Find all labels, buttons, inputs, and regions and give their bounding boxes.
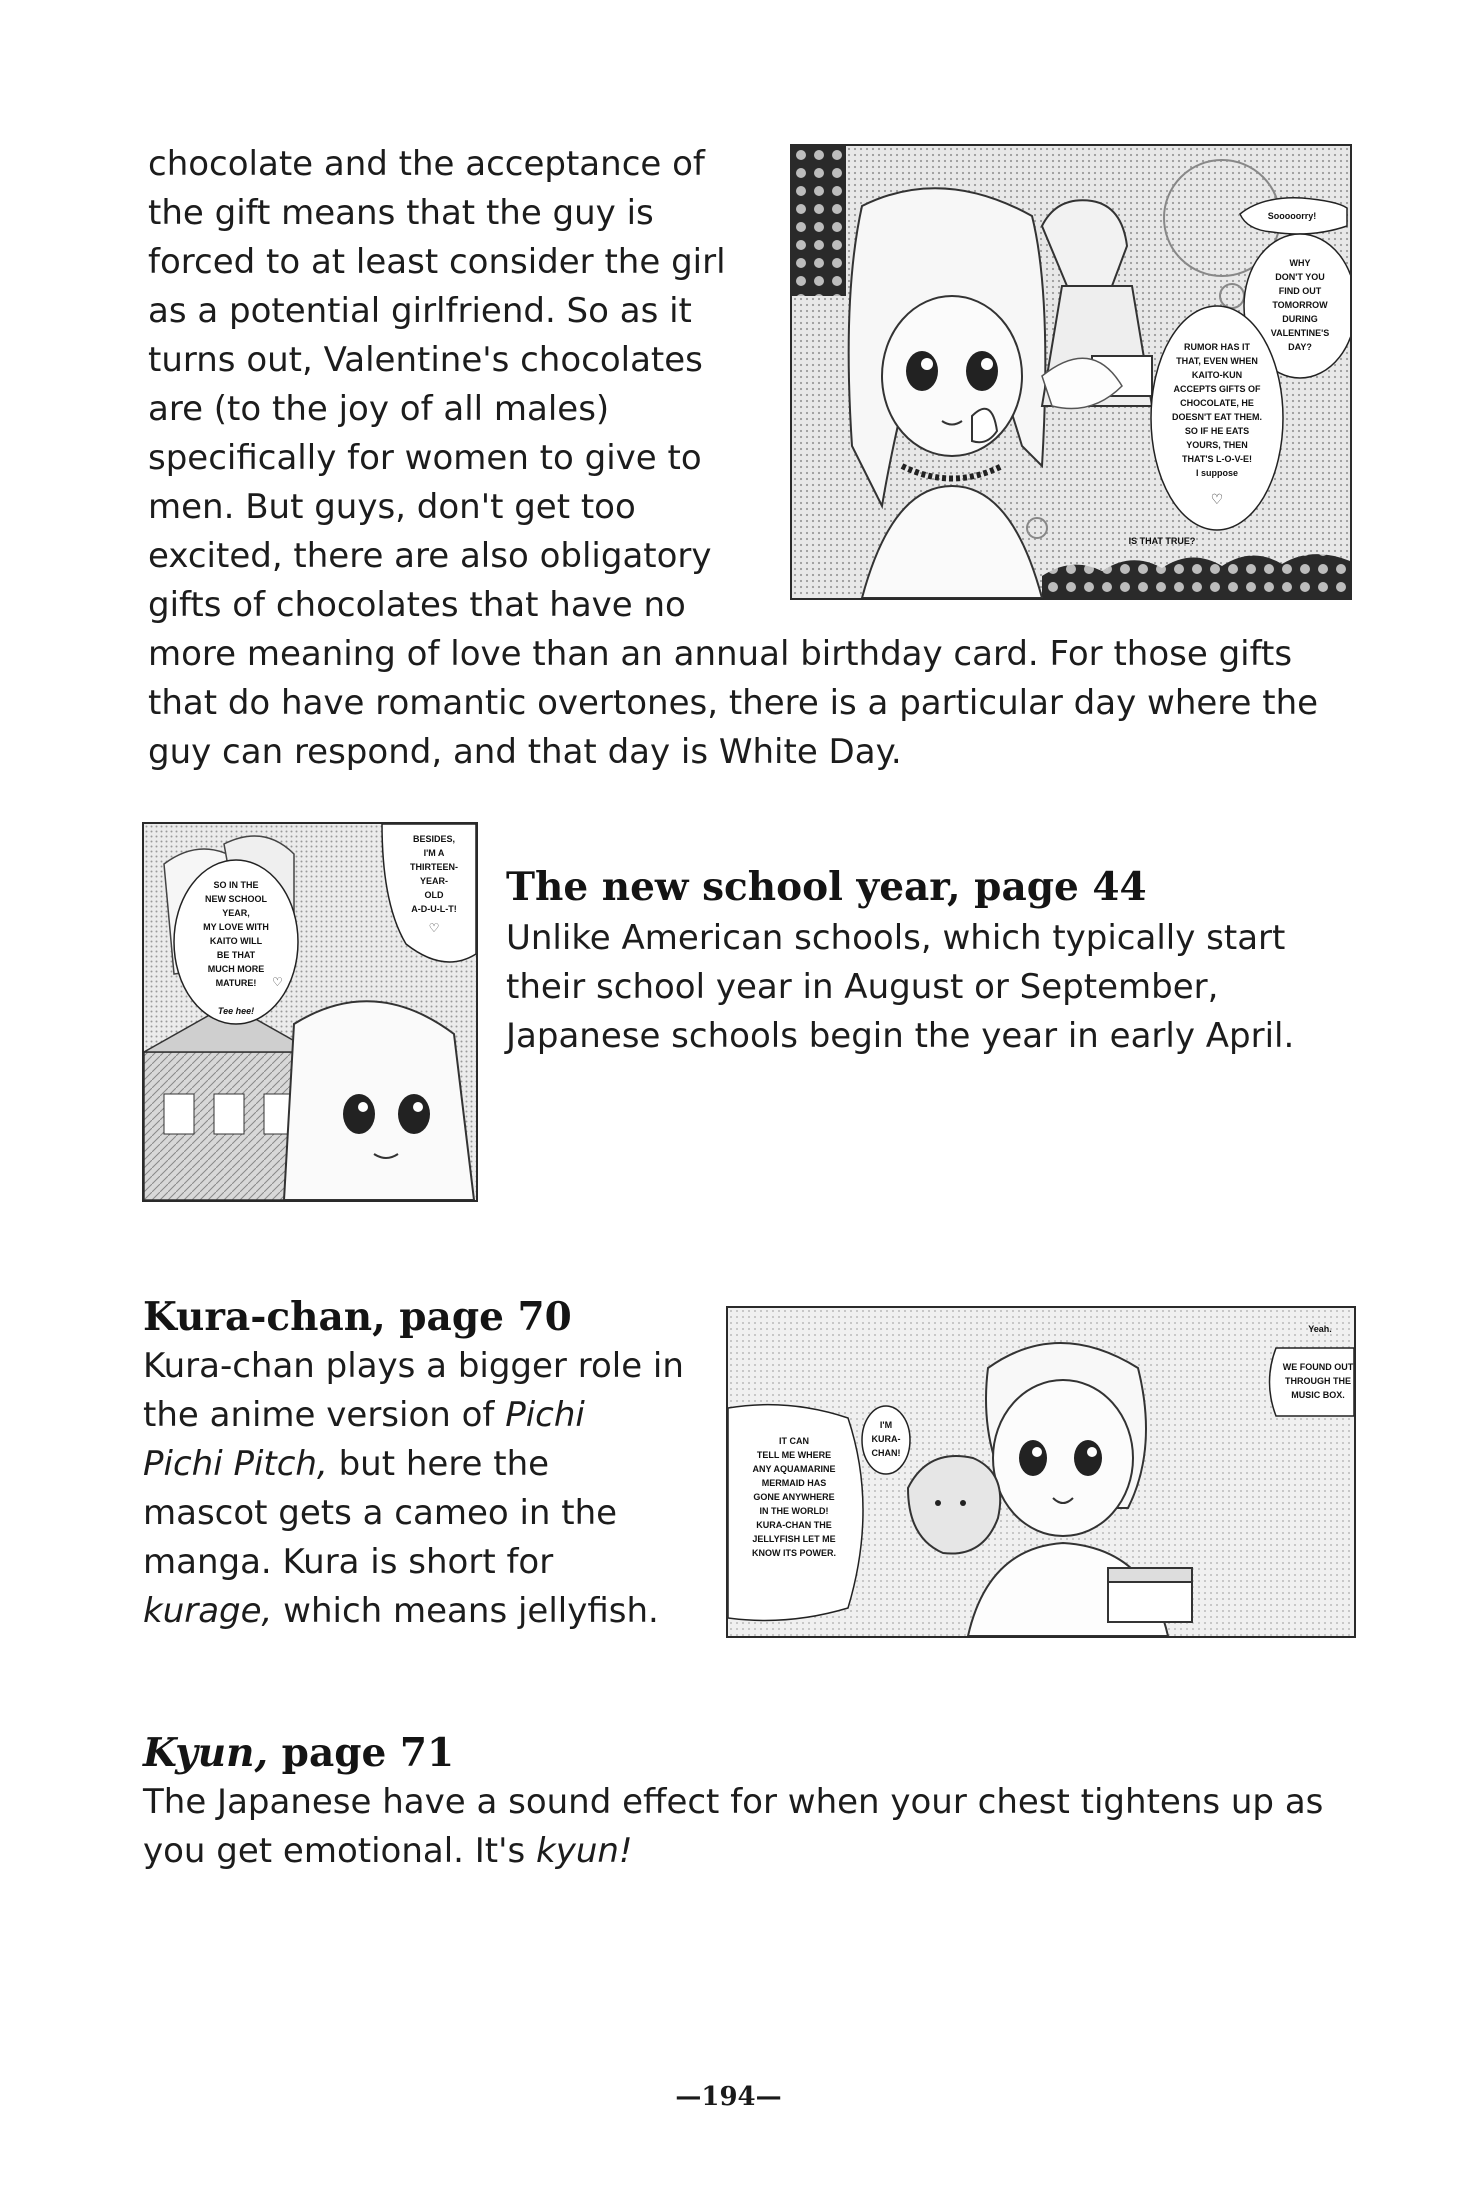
- italic-title: Pichi: [505, 1395, 585, 1435]
- bubble-text: SO IN THE: [213, 880, 259, 890]
- page-number: —194—: [675, 2082, 782, 2112]
- manga-panel-school: [142, 822, 478, 1202]
- bubble-text: WHY: [1289, 258, 1311, 268]
- bubble-text: KURA-: [871, 1434, 901, 1444]
- heart-icon: ♡: [428, 921, 440, 935]
- bubble-text: MUSIC BOX.: [1291, 1390, 1345, 1400]
- intro-line: guy can respond, and that day is White Day.: [148, 732, 902, 772]
- bubble-text: DURING: [1282, 314, 1318, 324]
- bubble-text: I'M: [879, 1420, 893, 1430]
- bubble-text: I'M A: [423, 848, 445, 858]
- section-new-school-year: [506, 862, 1326, 1061]
- bubble-text: IS THAT TRUE?: [1128, 536, 1196, 546]
- section-heading: The new school year, page 44: [506, 864, 1147, 910]
- italic-heading-term: Kyun,: [143, 1730, 269, 1776]
- bubble-text: Sooooorry!: [1267, 211, 1317, 221]
- bubble-text: KURA-CHAN THE: [756, 1520, 832, 1530]
- bubble-text: MUCH MORE: [207, 964, 265, 974]
- intro-line: more meaning of love than an annual birthday card. For those gifts: [148, 634, 1293, 674]
- text-span: the anime version of: [143, 1395, 495, 1435]
- bubble-text: Yeah.: [1308, 1324, 1332, 1334]
- intro-line: specifically for women to give to: [148, 438, 702, 478]
- section-line: Unlike American schools, which typically start: [506, 918, 1286, 958]
- bubble-text: IN THE WORLD!: [759, 1506, 829, 1516]
- text-span: which means jellyfish.: [272, 1591, 659, 1631]
- bubble-text: MY LOVE WITH: [203, 922, 269, 932]
- bubble-text: JELLYFISH LET ME: [752, 1534, 836, 1544]
- section-heading: Kura-chan, page 70: [143, 1294, 572, 1340]
- section-line: manga. Kura is short for: [143, 1542, 554, 1582]
- bubble-text: THIRTEEN-: [410, 862, 458, 872]
- section-line: mascot gets a cameo in the: [143, 1493, 618, 1533]
- heart-icon: ♡: [1210, 492, 1224, 508]
- manga-panel-valentine: [790, 144, 1352, 600]
- bubble-text: WE FOUND OUT: [1282, 1362, 1354, 1372]
- bubble-text: MERMAID HAS: [761, 1478, 827, 1488]
- bubble-text: CHAN!: [871, 1448, 901, 1458]
- bubble-text: FIND OUT: [1278, 286, 1322, 296]
- section-line: their school year in August or September,: [506, 967, 1219, 1007]
- intro-line: that do have romantic overtones, there is a particular day where the: [148, 683, 1319, 723]
- section-line: Kura-chan plays a bigger role in: [143, 1346, 684, 1386]
- bubble-text: Tee hee!: [217, 1006, 255, 1016]
- intro-line: are (to the joy of all males): [148, 389, 610, 429]
- heart-icon: ♡: [272, 975, 283, 989]
- bubble-text: DON'T YOU: [1275, 272, 1325, 282]
- manga-panel-kura: [726, 1306, 1356, 1638]
- heading-rest: page 71: [268, 1730, 455, 1776]
- bubble-text: GONE ANYWHERE: [753, 1492, 835, 1502]
- bubble-text: MATURE!: [215, 978, 257, 988]
- bubble-text: RUMOR HAS IT: [1184, 342, 1250, 352]
- manga-illustration-kura: [728, 1308, 1354, 1636]
- intro-line: gifts of chocolates that have no: [148, 585, 686, 625]
- bubble-text: THROUGH THE: [1285, 1376, 1351, 1386]
- section-line: [143, 1391, 723, 1440]
- section-kyun: [143, 1728, 1343, 1876]
- text-span: but here the: [327, 1444, 550, 1484]
- manga-illustration-school: [144, 824, 476, 1200]
- bubble-text: YOURS, THEN: [1186, 440, 1248, 450]
- bubble-text: CHOCOLATE, HE: [1180, 398, 1254, 408]
- section-line: The Japanese have a sound effect for when your chest tightens up as: [143, 1782, 1324, 1822]
- bubble-text: I suppose: [1195, 468, 1239, 478]
- bubble-text: YEAR-: [419, 876, 449, 886]
- section-line: [143, 1587, 723, 1636]
- bubble-text: BESIDES,: [412, 834, 456, 844]
- section-line: Japanese schools begin the year in early April.: [506, 1016, 1295, 1056]
- intro-line: the gift means that the guy is: [148, 193, 654, 233]
- intro-line: as a potential girlfriend. So as it: [148, 291, 692, 331]
- bubble-text: THAT, EVEN WHEN: [1176, 356, 1258, 366]
- bubble-text: ACCEPTS GIFTS OF: [1173, 384, 1261, 394]
- section-line: [143, 1440, 723, 1489]
- section-kura-chan: [143, 1292, 723, 1636]
- intro-line: turns out, Valentine's chocolates: [148, 340, 703, 380]
- italic-term: kurage,: [143, 1591, 273, 1631]
- bubble-text: TELL ME WHERE: [756, 1450, 832, 1460]
- bubble-text: KAITO-KUN: [1191, 370, 1243, 380]
- bubble-text: DOESN'T EAT THEM.: [1172, 412, 1262, 422]
- bubble-text: ANY AQUAMARINE: [752, 1464, 836, 1474]
- bubble-text: OLD: [424, 890, 444, 900]
- section-heading: [143, 1728, 1343, 1778]
- bubble-text: KAITO WILL: [209, 936, 263, 946]
- manga-illustration-valentine: [792, 146, 1350, 598]
- bubble-text: IT CAN: [779, 1436, 809, 1446]
- bubble-text: NEW SCHOOL: [205, 894, 267, 904]
- text-span: you get emotional. It's: [143, 1831, 537, 1871]
- intro-line: men. But guys, don't get too: [148, 487, 636, 527]
- bubble-text: YEAR,: [222, 908, 250, 918]
- intro-line: forced to at least consider the girl: [148, 242, 726, 282]
- italic-title: Pichi Pitch,: [143, 1444, 328, 1484]
- section-line: [143, 1827, 1343, 1876]
- bubble-text: KNOW ITS POWER.: [752, 1548, 836, 1558]
- bubble-text: VALENTINE'S: [1270, 328, 1330, 338]
- italic-term: kyun!: [536, 1831, 633, 1871]
- bubble-text: TOMORROW: [1272, 300, 1328, 310]
- bubble-text: THAT'S L-O-V-E!: [1182, 454, 1252, 464]
- bubble-text: BE THAT: [216, 950, 256, 960]
- intro-line: chocolate and the acceptance of: [148, 144, 705, 184]
- intro-line: excited, there are also obligatory: [148, 536, 712, 576]
- bubble-text: A-D-U-L-T!: [411, 904, 457, 914]
- bubble-text: SO IF HE EATS: [1184, 426, 1250, 436]
- bubble-text: DAY?: [1288, 342, 1312, 352]
